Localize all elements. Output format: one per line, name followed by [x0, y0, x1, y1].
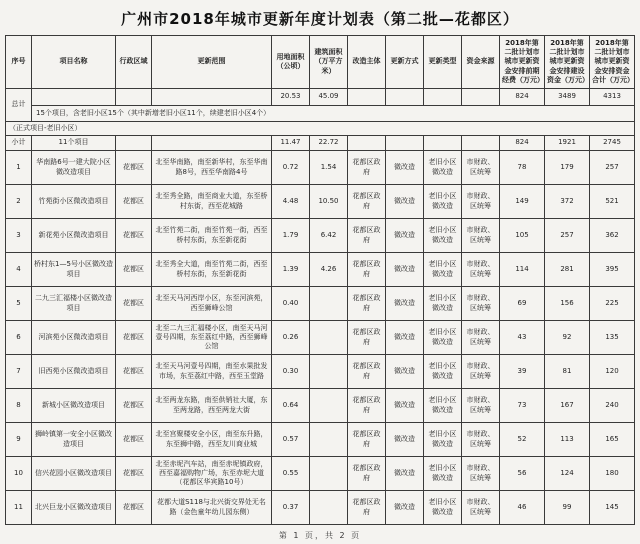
cell-sum-fee: 395 — [590, 253, 635, 287]
total-empty-funding — [462, 89, 500, 106]
cell-project-name: 新花苑小区微改造项目 — [32, 219, 116, 253]
cell-method: 微改造 — [386, 151, 424, 185]
cell-building-area — [310, 355, 348, 389]
header-cell-funding: 资金来源 — [462, 36, 500, 89]
subtotal-row — [6, 136, 635, 151]
cell-project-name: 新城小区微改造项目 — [32, 389, 116, 423]
cell-method: 微改造 — [386, 253, 424, 287]
data-rows — [6, 151, 635, 525]
cell-district: 花都区 — [116, 219, 152, 253]
section-row — [6, 122, 635, 136]
total-sum-fee: 4313 — [590, 89, 635, 106]
cell-funding: 市财政、区统筹 — [462, 423, 500, 457]
cell-project-name: 旧西苑小区微改造项目 — [32, 355, 116, 389]
cell-no: 4 — [6, 253, 32, 287]
cell-building-area — [310, 457, 348, 491]
header-cell-pre-fee: 2018年第二批计划市城市更新资金安排前期经费（万元） — [500, 36, 545, 89]
table-row — [6, 355, 635, 389]
cell-sum-fee: 362 — [590, 219, 635, 253]
cell-type: 老旧小区微改造 — [424, 321, 462, 355]
cell-project-name: 二九三汇福楼小区微改造项目 — [32, 287, 116, 321]
cell-project-name: 狮岭镇第一安全小区微改造项目 — [32, 423, 116, 457]
total-empty-method — [386, 89, 424, 106]
table-row — [6, 151, 635, 185]
cell-subject: 花都区政府 — [348, 457, 386, 491]
cell-funding: 市财政、区统筹 — [462, 287, 500, 321]
subtotal-empty-method — [386, 136, 424, 151]
cell-funding: 市财政、区统筹 — [462, 321, 500, 355]
cell-build-fee: 92 — [545, 321, 590, 355]
table-row — [6, 389, 635, 423]
cell-sum-fee: 240 — [590, 389, 635, 423]
section-label: （正式项目-老旧小区） — [6, 122, 635, 136]
cell-pre-fee: 43 — [500, 321, 545, 355]
cell-type: 老旧小区微改造 — [424, 491, 462, 525]
cell-method: 微改造 — [386, 287, 424, 321]
cell-building-area — [310, 321, 348, 355]
cell-subject: 花都区政府 — [348, 151, 386, 185]
subtotal-building-area: 22.72 — [310, 136, 348, 151]
cell-method: 微改造 — [386, 389, 424, 423]
cell-no: 1 — [6, 151, 32, 185]
cell-build-fee: 281 — [545, 253, 590, 287]
cell-pre-fee: 73 — [500, 389, 545, 423]
cell-build-fee: 124 — [545, 457, 590, 491]
cell-sum-fee: 257 — [590, 151, 635, 185]
cell-type: 老旧小区微改造 — [424, 389, 462, 423]
cell-method: 微改造 — [386, 185, 424, 219]
table-row — [6, 185, 635, 219]
cell-district: 花都区 — [116, 253, 152, 287]
cell-building-area: 10.50 — [310, 185, 348, 219]
cell-sum-fee: 165 — [590, 423, 635, 457]
cell-district: 花都区 — [116, 423, 152, 457]
cell-type: 老旧小区微改造 — [424, 457, 462, 491]
cell-building-area — [310, 287, 348, 321]
table-row — [6, 219, 635, 253]
cell-build-fee: 372 — [545, 185, 590, 219]
header-cell-method: 更新方式 — [386, 36, 424, 89]
cell-subject: 花都区政府 — [348, 423, 386, 457]
cell-no: 3 — [6, 219, 32, 253]
cell-funding: 市财政、区统筹 — [462, 151, 500, 185]
cell-method: 微改造 — [386, 457, 424, 491]
cell-scope: 北至秀全大道，南至竹苑二街，西至桥村东街，东至新花街 — [152, 253, 272, 287]
subtotal-empty-district — [116, 136, 152, 151]
cell-project-name: 信兴花园小区微改造项目 — [32, 457, 116, 491]
cell-district: 花都区 — [116, 287, 152, 321]
cell-sum-fee: 180 — [590, 457, 635, 491]
cell-no: 7 — [6, 355, 32, 389]
cell-build-fee: 99 — [545, 491, 590, 525]
total-label: 总计 — [6, 89, 32, 122]
cell-build-fee: 81 — [545, 355, 590, 389]
cell-district: 花都区 — [116, 185, 152, 219]
plan-table — [5, 35, 635, 525]
table-row — [6, 491, 635, 525]
cell-no: 9 — [6, 423, 32, 457]
cell-build-fee: 179 — [545, 151, 590, 185]
cell-sum-fee: 145 — [590, 491, 635, 525]
table-row — [6, 253, 635, 287]
header-cell-land-area: 用地面积（公顷） — [272, 36, 310, 89]
cell-pre-fee: 46 — [500, 491, 545, 525]
cell-scope: 北至天马河西岸小区，东至河滨苑，西至狮峰公馆 — [152, 287, 272, 321]
cell-building-area: 1.54 — [310, 151, 348, 185]
header-cell-district: 行政区域 — [116, 36, 152, 89]
cell-pre-fee: 52 — [500, 423, 545, 457]
total-build-fee: 3489 — [545, 89, 590, 106]
cell-type: 老旧小区微改造 — [424, 185, 462, 219]
cell-method: 微改造 — [386, 219, 424, 253]
cell-no: 6 — [6, 321, 32, 355]
cell-pre-fee: 105 — [500, 219, 545, 253]
cell-scope: 北至天马河壹号四期，南至水果批发市场，东至荔红中路，西至玉堂路 — [152, 355, 272, 389]
cell-land-area: 0.64 — [272, 389, 310, 423]
cell-no: 2 — [6, 185, 32, 219]
cell-district: 花都区 — [116, 457, 152, 491]
cell-building-area — [310, 423, 348, 457]
total-empty-district — [116, 89, 152, 106]
cell-subject: 花都区政府 — [348, 389, 386, 423]
subtotal-build-fee: 1921 — [545, 136, 590, 151]
cell-project-name: 华南路6号一建大院小区微改造项目 — [32, 151, 116, 185]
cell-subject: 花都区政府 — [348, 219, 386, 253]
header-cell-type: 更新类型 — [424, 36, 462, 89]
cell-funding: 市财政、区统筹 — [462, 491, 500, 525]
cell-sum-fee: 521 — [590, 185, 635, 219]
subtotal-empty-scope — [152, 136, 272, 151]
subtotal-empty-funding — [462, 136, 500, 151]
cell-scope: 北至华南路，南至新华村，东至华南路8号，西至华南路4号 — [152, 151, 272, 185]
subtotal-pre-fee: 824 — [500, 136, 545, 151]
page-title: 广州市2018年城市更新年度计划表（第二批—花都区） — [121, 10, 519, 28]
cell-project-name: 河滨苑小区微改造项目 — [32, 321, 116, 355]
cell-land-area: 0.37 — [272, 491, 310, 525]
cell-building-area — [310, 491, 348, 525]
cell-land-area: 1.79 — [272, 219, 310, 253]
cell-project-name: 桥村东1—5号小区微改造项目 — [32, 253, 116, 287]
total-row — [6, 89, 635, 106]
total-land-area: 20.53 — [272, 89, 310, 106]
cell-method: 微改造 — [386, 355, 424, 389]
cell-district: 花都区 — [116, 355, 152, 389]
cell-build-fee: 113 — [545, 423, 590, 457]
cell-scope: 北至竹苑二街，南至竹苑一街，西至桥村东街，东至新花街 — [152, 219, 272, 253]
cell-land-area: 0.72 — [272, 151, 310, 185]
table-header — [6, 36, 635, 89]
cell-pre-fee: 78 — [500, 151, 545, 185]
cell-subject: 花都区政府 — [348, 321, 386, 355]
cell-type: 老旧小区微改造 — [424, 287, 462, 321]
cell-district: 花都区 — [116, 321, 152, 355]
cell-district: 花都区 — [116, 389, 152, 423]
cell-scope: 北至赤坭汽车站，南至赤坭镇政府，西至嘉福购物广场，东至赤坭大道（花都区华宾路10号） — [152, 457, 272, 491]
cell-pre-fee: 69 — [500, 287, 545, 321]
cell-method: 微改造 — [386, 321, 424, 355]
cell-land-area: 0.40 — [272, 287, 310, 321]
cell-funding: 市财政、区统筹 — [462, 185, 500, 219]
cell-pre-fee: 149 — [500, 185, 545, 219]
header-row — [6, 36, 635, 89]
cell-land-area: 4.48 — [272, 185, 310, 219]
cell-no: 5 — [6, 287, 32, 321]
cell-method: 微改造 — [386, 423, 424, 457]
cell-type: 老旧小区微改造 — [424, 219, 462, 253]
cell-scope: 花都大道S118与北兴街交界处无名路（金色童年幼儿园东侧） — [152, 491, 272, 525]
cell-no: 10 — [6, 457, 32, 491]
table-row — [6, 423, 635, 457]
cell-district: 花都区 — [116, 151, 152, 185]
cell-building-area: 6.42 — [310, 219, 348, 253]
subtotal-sum-fee: 2745 — [590, 136, 635, 151]
cell-subject: 花都区政府 — [348, 355, 386, 389]
cell-type: 老旧小区微改造 — [424, 151, 462, 185]
total-building-area: 45.09 — [310, 89, 348, 106]
header-cell-building-area: 建筑面积（万平方米） — [310, 36, 348, 89]
cell-building-area — [310, 389, 348, 423]
cell-building-area: 4.26 — [310, 253, 348, 287]
header-cell-subject: 改造主体 — [348, 36, 386, 89]
cell-scope: 北至两龙东路，南至供销社大厦，东至两龙路，西至两龙大街 — [152, 389, 272, 423]
table-row — [6, 321, 635, 355]
subtotal-empty-type — [424, 136, 462, 151]
cell-pre-fee: 56 — [500, 457, 545, 491]
cell-build-fee: 167 — [545, 389, 590, 423]
total-note-row — [6, 106, 635, 122]
cell-sum-fee: 225 — [590, 287, 635, 321]
cell-subject: 花都区政府 — [348, 253, 386, 287]
cell-method: 微改造 — [386, 491, 424, 525]
cell-land-area: 0.26 — [272, 321, 310, 355]
cell-build-fee: 156 — [545, 287, 590, 321]
cell-scope: 北至宫聚楼安全小区，南至东升路，东至狮中路，西至友川商业城 — [152, 423, 272, 457]
cell-sum-fee: 120 — [590, 355, 635, 389]
header-cell-name: 项目名称 — [32, 36, 116, 89]
total-pre-fee: 824 — [500, 89, 545, 106]
table-row — [6, 457, 635, 491]
cell-funding: 市财政、区统筹 — [462, 389, 500, 423]
cell-no: 8 — [6, 389, 32, 423]
header-cell-build-fee: 2018年第二批计划市城市更新资金安排建设资金（万元） — [545, 36, 590, 89]
total-empty-scope — [152, 89, 272, 106]
cell-land-area: 1.39 — [272, 253, 310, 287]
cell-land-area: 0.55 — [272, 457, 310, 491]
cell-sum-fee: 135 — [590, 321, 635, 355]
cell-land-area: 0.30 — [272, 355, 310, 389]
subtotal-name: 11个项目 — [32, 136, 116, 151]
total-note: 15个项目，含老旧小区15个（其中新增老旧小区11个，续建老旧小区4个） — [32, 106, 635, 122]
cell-land-area: 0.57 — [272, 423, 310, 457]
cell-subject: 花都区政府 — [348, 185, 386, 219]
cell-type: 老旧小区微改造 — [424, 423, 462, 457]
cell-no: 11 — [6, 491, 32, 525]
page-number: 第 1 页，共 2 页 — [278, 531, 362, 540]
header-cell-sum-fee: 2018年第二批计划市城市更新资金安排资金合计（万元） — [590, 36, 635, 89]
cell-funding: 市财政、区统筹 — [462, 355, 500, 389]
cell-project-name: 北兴巨龙小区微改造项目 — [32, 491, 116, 525]
cell-type: 老旧小区微改造 — [424, 253, 462, 287]
header-cell-no: 序号 — [6, 36, 32, 89]
subtotal-label: 小计 — [6, 136, 32, 151]
cell-scope: 北至秀全路，南至商业大道，东至桥村东街，西至花城路 — [152, 185, 272, 219]
cell-pre-fee: 114 — [500, 253, 545, 287]
summary-rows — [6, 89, 635, 151]
table-row — [6, 287, 635, 321]
cell-subject: 花都区政府 — [348, 287, 386, 321]
cell-funding: 市财政、区统筹 — [462, 219, 500, 253]
cell-pre-fee: 39 — [500, 355, 545, 389]
total-empty-subject — [348, 89, 386, 106]
cell-funding: 市财政、区统筹 — [462, 457, 500, 491]
subtotal-land-area: 11.47 — [272, 136, 310, 151]
cell-district: 花都区 — [116, 491, 152, 525]
cell-build-fee: 257 — [545, 219, 590, 253]
total-empty-type — [424, 89, 462, 106]
cell-type: 老旧小区微改造 — [424, 355, 462, 389]
header-cell-scope: 更新范围 — [152, 36, 272, 89]
cell-subject: 花都区政府 — [348, 491, 386, 525]
total-empty-name — [32, 89, 116, 106]
cell-project-name: 竹苑街小区微改造项目 — [32, 185, 116, 219]
subtotal-empty-subject — [348, 136, 386, 151]
cell-funding: 市财政、区统筹 — [462, 253, 500, 287]
cell-scope: 北至二九三汇福楼小区，南至天马河壹号四期，东至荔红中路，西至狮峰公馆 — [152, 321, 272, 355]
